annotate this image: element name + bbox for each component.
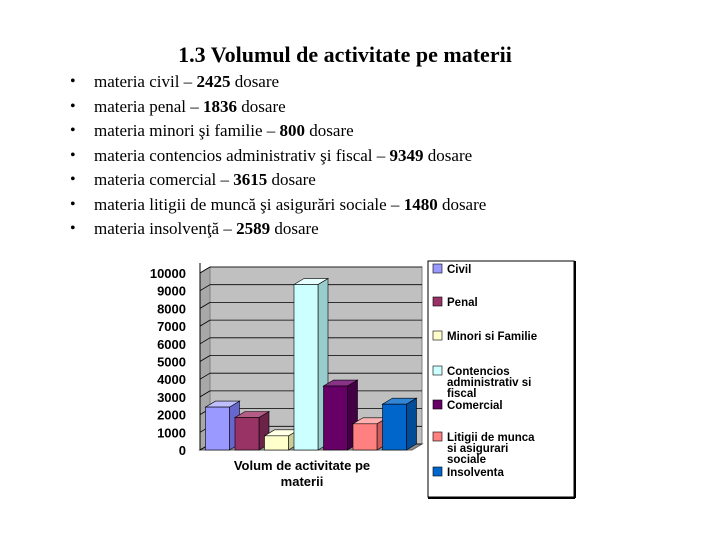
bullet-dot-icon: • (70, 171, 76, 188)
bar-front (294, 285, 318, 450)
bullet-count: 800 (279, 121, 306, 140)
bullet-unit: dosare (230, 72, 280, 91)
y-tick-label: 9000 (157, 283, 186, 299)
legend-swatch (433, 400, 442, 409)
bar (265, 430, 299, 450)
bullet-unit: dosare (267, 170, 316, 189)
legend-label: Comercial (447, 400, 503, 412)
bar (235, 412, 269, 450)
bullet-count: 2589 (236, 219, 271, 238)
bullet-unit: dosare (423, 145, 473, 165)
y-tick-label: 8000 (157, 301, 186, 317)
bullet-text: materia comercial – (94, 170, 234, 189)
y-tick-label: 10000 (149, 266, 186, 281)
x-axis-label: Volum de activitate pe materii (233, 458, 371, 489)
bullet-unit: dosare (270, 219, 319, 238)
bar (383, 398, 417, 450)
bullet-dot-icon: • (70, 146, 76, 164)
legend-label: Contencios administrativ si fiscal (447, 366, 532, 400)
legend-label: Litigii de munca si asigurari sociale (447, 432, 535, 466)
bullet-dot-icon: • (70, 122, 76, 139)
y-tick-label: 7000 (157, 319, 186, 335)
y-tick-label: 5000 (157, 354, 186, 370)
y-tick-label: 1000 (157, 425, 186, 441)
y-tick-label: 2000 (157, 407, 186, 423)
bullet-text: materia civil – (94, 72, 197, 91)
bullet-count: 1480 (403, 194, 438, 214)
bar (324, 380, 358, 450)
slide-title: 1.3 Volumul de activitate pe materii (178, 42, 512, 67)
y-tick-label: 4000 (157, 372, 186, 388)
bullet-text: materia contencios administrativ şi fiscal – (94, 145, 390, 165)
legend-swatch (433, 366, 442, 375)
legend-swatch (433, 264, 442, 273)
legend-label: Penal (447, 297, 478, 309)
bar-front (353, 424, 377, 450)
bar-front (206, 407, 230, 450)
legend-swatch (433, 297, 442, 306)
y-tick-label: 0 (178, 443, 186, 458)
legend-swatch (433, 467, 442, 476)
bullet-dot-icon: • (70, 220, 76, 237)
y-tick-label: 6000 (157, 336, 186, 352)
bullet-count: 3615 (233, 170, 268, 189)
bullet-text: materia minori şi familie – (94, 121, 280, 140)
bullet-dot-icon: • (70, 73, 76, 90)
bullet-text: materia litigii de muncă şi asigurări sociale – (94, 194, 404, 214)
bullet-unit: dosare (305, 121, 354, 140)
bar-front (324, 386, 348, 450)
bar (294, 279, 328, 450)
bullet-text: materia penal – (94, 96, 204, 116)
bullet-dot-icon: • (70, 97, 76, 115)
bullet-unit: dosare (437, 194, 487, 214)
y-tick-label: 3000 (157, 389, 186, 405)
legend-label: Civil (447, 264, 472, 276)
bar-front (265, 436, 289, 450)
bar-front (235, 418, 259, 450)
bullet-text: materia insolvenţă – (94, 219, 237, 238)
bar-side (407, 398, 417, 450)
bullet-dot-icon: • (70, 195, 76, 213)
legend-label: Minori si Familie (447, 331, 538, 343)
bullet-count: 2425 (196, 72, 231, 91)
bar-front (383, 404, 407, 450)
bar (206, 401, 240, 450)
bullet-unit: dosare (237, 96, 286, 116)
legend-swatch (433, 331, 442, 340)
bullet-count: 1836 (203, 96, 238, 116)
legend-label: Insolventa (447, 467, 504, 479)
bullet-count: 9349 (389, 145, 424, 165)
legend-swatch (433, 432, 442, 441)
bar (353, 418, 387, 450)
